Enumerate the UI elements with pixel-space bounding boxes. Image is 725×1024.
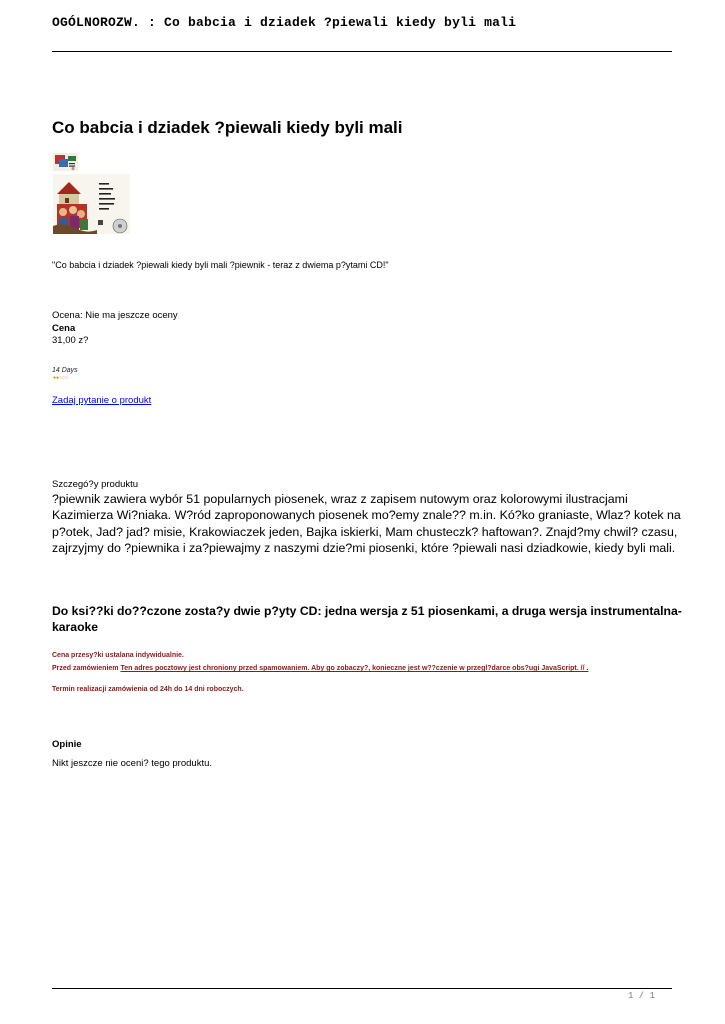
footer-divider xyxy=(52,988,672,989)
page-number: 1 / 1 xyxy=(627,991,655,1001)
details-description: ?piewnik zawiera wybór 51 popularnych piosenek, wraz z zapisem nutowym oraz kolorowymi ilustracjami Kazimierza Wi?niaka. W?ród zaproponowanych piosenek mo?emy znale?? m.in. Kó?ko graniaste, Wlaz? kotek na p?otek, Jad? jad? misie, Krakowiaczek jeden, Bajka iskierki, Mam chusteczk? haftowan?. Znajd?my chwil? czasu, zajrzyjmy do ?piewnika i za?piewajmy z naszymi dzie?mi piosenki, które ?piewali nasi dziadkowie, kiedy byli mali. xyxy=(52,492,681,555)
reviews-heading: Opinie xyxy=(52,739,82,750)
before-order-note xyxy=(52,665,588,678)
product-thumbnail[interactable] xyxy=(53,153,78,171)
delivery-badge: 14 Days xyxy=(52,367,78,374)
price-label: Cena xyxy=(52,322,76,334)
rating-block xyxy=(52,310,178,348)
before-order-label: Przed zamówieniem xyxy=(52,665,119,672)
stars-icon: ●●○○○ xyxy=(53,375,69,381)
ask-question-link[interactable]: Zadaj pytanie o produkt xyxy=(52,395,152,406)
order-notes xyxy=(52,652,588,699)
rating-text: Ocena: Nie ma jeszcze oceny xyxy=(52,310,178,321)
price-value: 31,00 z? xyxy=(52,335,89,346)
reviews-text: Nikt jeszcze nie oceni? tego produktu. xyxy=(52,758,213,769)
shipping-note: Cena przesy?ki ustalana indywidualnie. xyxy=(52,652,184,659)
product-quote: "Co babcia i dziadek ?piewali kiedy byli mali ?piewnik - teraz z dwiema p?ytami CD!" xyxy=(52,260,389,270)
product-cover-image[interactable] xyxy=(53,174,130,234)
details-label: Szczegó?y produktu xyxy=(52,479,139,490)
email-protected-link[interactable]: Ten adres pocztowy jest chroniony przed spamowaniem. Aby go zobaczy?, konieczne jest w??czenie w przegl?darce obs?ugi JavaScript. // . xyxy=(120,665,589,672)
delivery-time-note: Termin realizacji zamówienia od 24h do 14 dni roboczych. xyxy=(52,686,244,693)
cd-heading: Do ksi??ki do??czone zosta?y dwie p?yty CD: jedna wersja z 51 piosenkami, a druga wersja instrumentalna-karaoke xyxy=(52,604,682,634)
document-header-title: OGÓLNOROZW. : Co babcia i dziadek ?piewali kiedy byli mali xyxy=(52,15,517,30)
product-title: Co babcia i dziadek ?piewali kiedy byli mali xyxy=(52,118,403,137)
header-divider xyxy=(52,51,672,52)
